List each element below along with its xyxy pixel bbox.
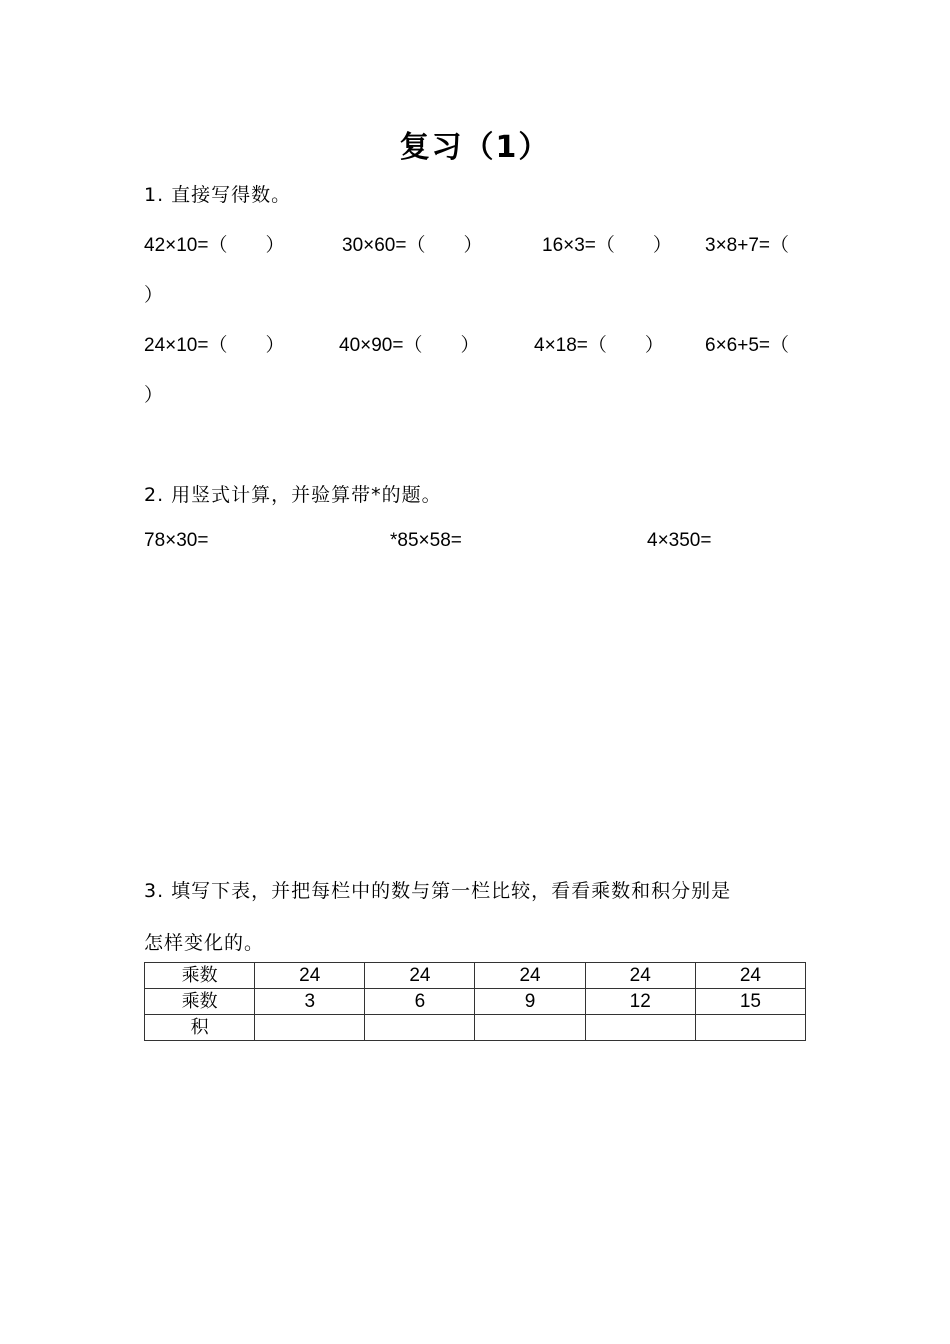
q2-item-2: *85×58= (390, 530, 462, 551)
question-1-prompt: 1. 直接写得数。 (144, 184, 292, 206)
q1-row1-item-1: 42×10=（ ） (144, 235, 285, 256)
table-cell: 24 (365, 963, 475, 989)
answer-cell[interactable] (475, 1015, 585, 1041)
table-cell: 6 (365, 989, 475, 1015)
table-cell: 24 (695, 963, 805, 989)
q1-row2-item-4: 6×6+5=（ (705, 335, 789, 356)
q1-row1-item-2: 30×60=（ ） (342, 235, 483, 256)
answer-cell[interactable] (585, 1015, 695, 1041)
table-row-product (145, 1015, 806, 1041)
q1-row2-item-1: 24×10=（ ） (144, 335, 285, 356)
question-3-prompt-line-2: 怎样变化的。 (144, 932, 265, 954)
question-2-prompt: 2. 用竖式计算，并验算带*的题。 (144, 484, 442, 506)
q2-item-1: 78×30= (144, 530, 209, 551)
table-cell: 15 (695, 989, 805, 1015)
q2-item-3: 4×350= (647, 530, 712, 551)
table-cell: 9 (475, 989, 585, 1015)
q1-row1-item-4: 3×8+7=（ (705, 235, 789, 256)
page-title: 复习（1） (399, 130, 551, 165)
question-3-prompt-line-1: 3. 填写下表，并把每栏中的数与第一栏比较，看看乘数和积分别是 (144, 880, 732, 902)
q1-row2-item-2: 40×90=（ ） (339, 335, 480, 356)
table-cell: 24 (585, 963, 695, 989)
q1-row2-item-3: 4×18=（ ） (534, 335, 664, 356)
q1-row2-wrap: ） (144, 385, 164, 406)
row-label: 乘数 (145, 963, 255, 989)
answer-cell[interactable] (255, 1015, 365, 1041)
table-cell: 12 (585, 989, 695, 1015)
q1-row1-wrap: ） (144, 285, 164, 306)
table-row-multiplier-b (145, 989, 806, 1015)
q1-row1-item-3: 16×3=（ ） (542, 235, 672, 256)
table-row-multiplier-a (145, 963, 806, 989)
table-cell: 3 (255, 989, 365, 1015)
answer-cell[interactable] (365, 1015, 475, 1041)
table-cell: 24 (255, 963, 365, 989)
row-label: 积 (145, 1015, 255, 1041)
row-label: 乘数 (145, 989, 255, 1015)
table-cell: 24 (475, 963, 585, 989)
answer-cell[interactable] (695, 1015, 805, 1041)
multiplication-table (144, 962, 806, 1041)
